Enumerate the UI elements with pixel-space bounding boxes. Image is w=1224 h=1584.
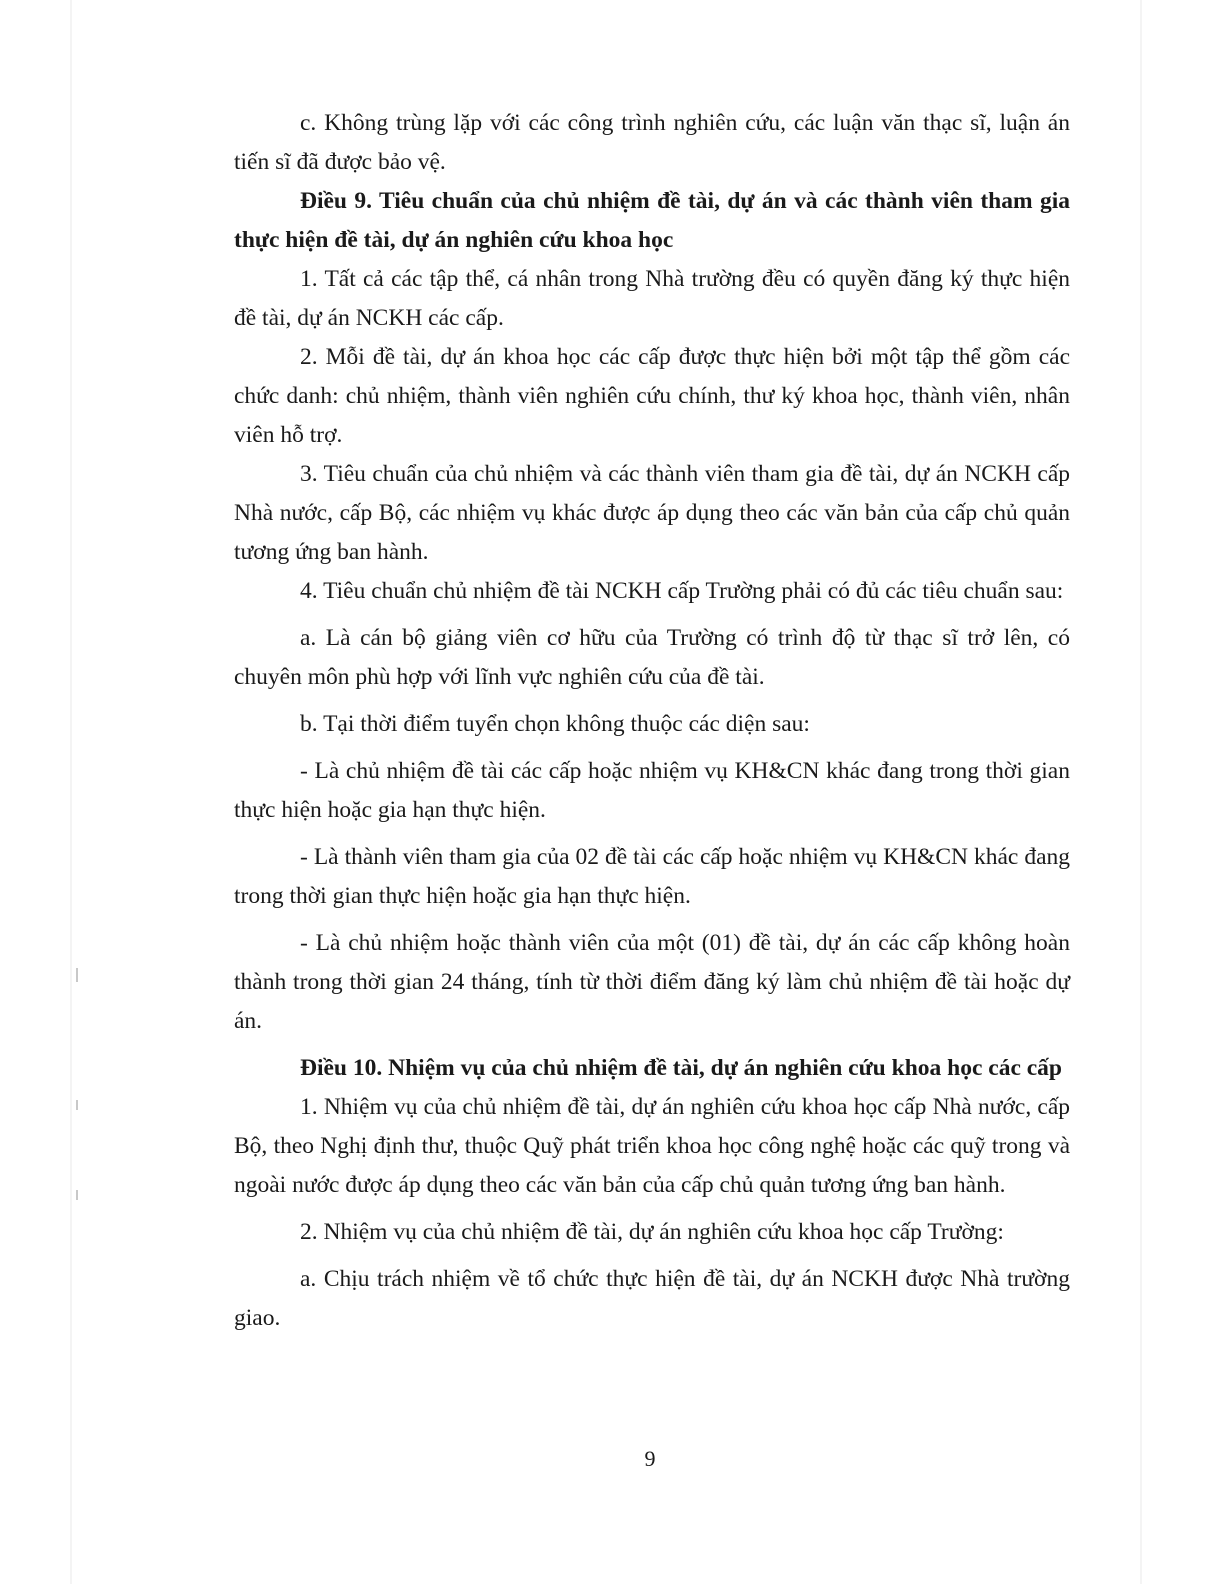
article-10-heading: Điều 10. Nhiệm vụ của chủ nhiệm đề tài, dự án nghiên cứu khoa học các cấp xyxy=(300,1055,1063,1081)
paragraph-9-3: 3. Tiêu chuẩn của chủ nhiệm và các thành viên tham gia đề tài, dự án NCKH cấp Nhà nước, cấp Bộ, các nhiệm vụ khác được áp dụng theo các văn bản của cấp chủ quản tương ứng ban hành. xyxy=(234,461,1070,565)
scan-mark xyxy=(76,968,78,982)
article-9-heading: Điều 9. Tiêu chuẩn của chủ nhiệm đề tài, dự án và các thành viên tham gia thực hiện đề tài, dự án nghiên cứu khoa học xyxy=(234,188,1070,253)
list-item-bullet-1: - Là chủ nhiệm đề tài các cấp hoặc nhiệm vụ KH&CN khác đang trong thời gian thực hiện hoặc gia hạn thực hiện. xyxy=(234,758,1070,823)
list-item-bullet-3: - Là chủ nhiệm hoặc thành viên của một (01) đề tài, dự án các cấp không hoàn thành trong thời gian 24 tháng, tính từ thời điểm đăng ký làm chủ nhiệm đề tài hoặc dự án. xyxy=(234,930,1070,1034)
list-item-bullet-2: - Là thành viên tham gia của 02 đề tài các cấp hoặc nhiệm vụ KH&CN khác đang trong thời gian thực hiện hoặc gia hạn thực hiện. xyxy=(234,844,1070,909)
paragraph-10-2-a: a. Chịu trách nhiệm về tổ chức thực hiện đề tài, dự án NCKH được Nhà trường giao. xyxy=(234,1266,1070,1331)
paragraph-9-4-b: b. Tại thời điểm tuyển chọn không thuộc các diện sau: xyxy=(300,711,810,737)
scan-edge-left xyxy=(70,0,72,1584)
paragraph-9-2: 2. Mỗi đề tài, dự án khoa học các cấp được thực hiện bởi một tập thể gồm các chức danh: chủ nhiệm, thành viên nghiên cứu chính, thư ký khoa học, thành viên, nhân viên hỗ trợ. xyxy=(234,344,1070,448)
paragraph-10-1: 1. Nhiệm vụ của chủ nhiệm đề tài, dự án nghiên cứu khoa học cấp Nhà nước, cấp Bộ, theo Nghị định thư, thuộc Quỹ phát triển khoa học công nghệ hoặc các quỹ trong và ngoài nước được áp dụng theo các văn bản của cấp chủ quản tương ứng ban hành. xyxy=(234,1094,1070,1198)
scan-mark xyxy=(76,1100,78,1110)
paragraph-c-no-duplication: c. Không trùng lặp với các công trình nghiên cứu, các luận văn thạc sĩ, luận án tiến sĩ đã được bảo vệ. xyxy=(234,110,1070,175)
paragraph-9-1: 1. Tất cả các tập thể, cá nhân trong Nhà trường đều có quyền đăng ký thực hiện đề tài, dự án NCKH các cấp. xyxy=(234,266,1070,331)
page-number: 9 xyxy=(644,1446,656,1471)
paragraph-9-4: 4. Tiêu chuẩn chủ nhiệm đề tài NCKH cấp Trường phải có đủ các tiêu chuẩn sau: xyxy=(300,578,1064,604)
paragraph-10-2: 2. Nhiệm vụ của chủ nhiệm đề tài, dự án nghiên cứu khoa học cấp Trường: xyxy=(300,1219,1004,1245)
paragraph-9-4-a: a. Là cán bộ giảng viên cơ hữu của Trường có trình độ từ thạc sĩ trở lên, có chuyên môn phù hợp với lĩnh vực nghiên cứu của đề tài. xyxy=(234,625,1070,690)
scan-mark xyxy=(76,1190,78,1200)
document-body xyxy=(234,104,1070,1338)
scan-edge-right xyxy=(1140,0,1142,1584)
